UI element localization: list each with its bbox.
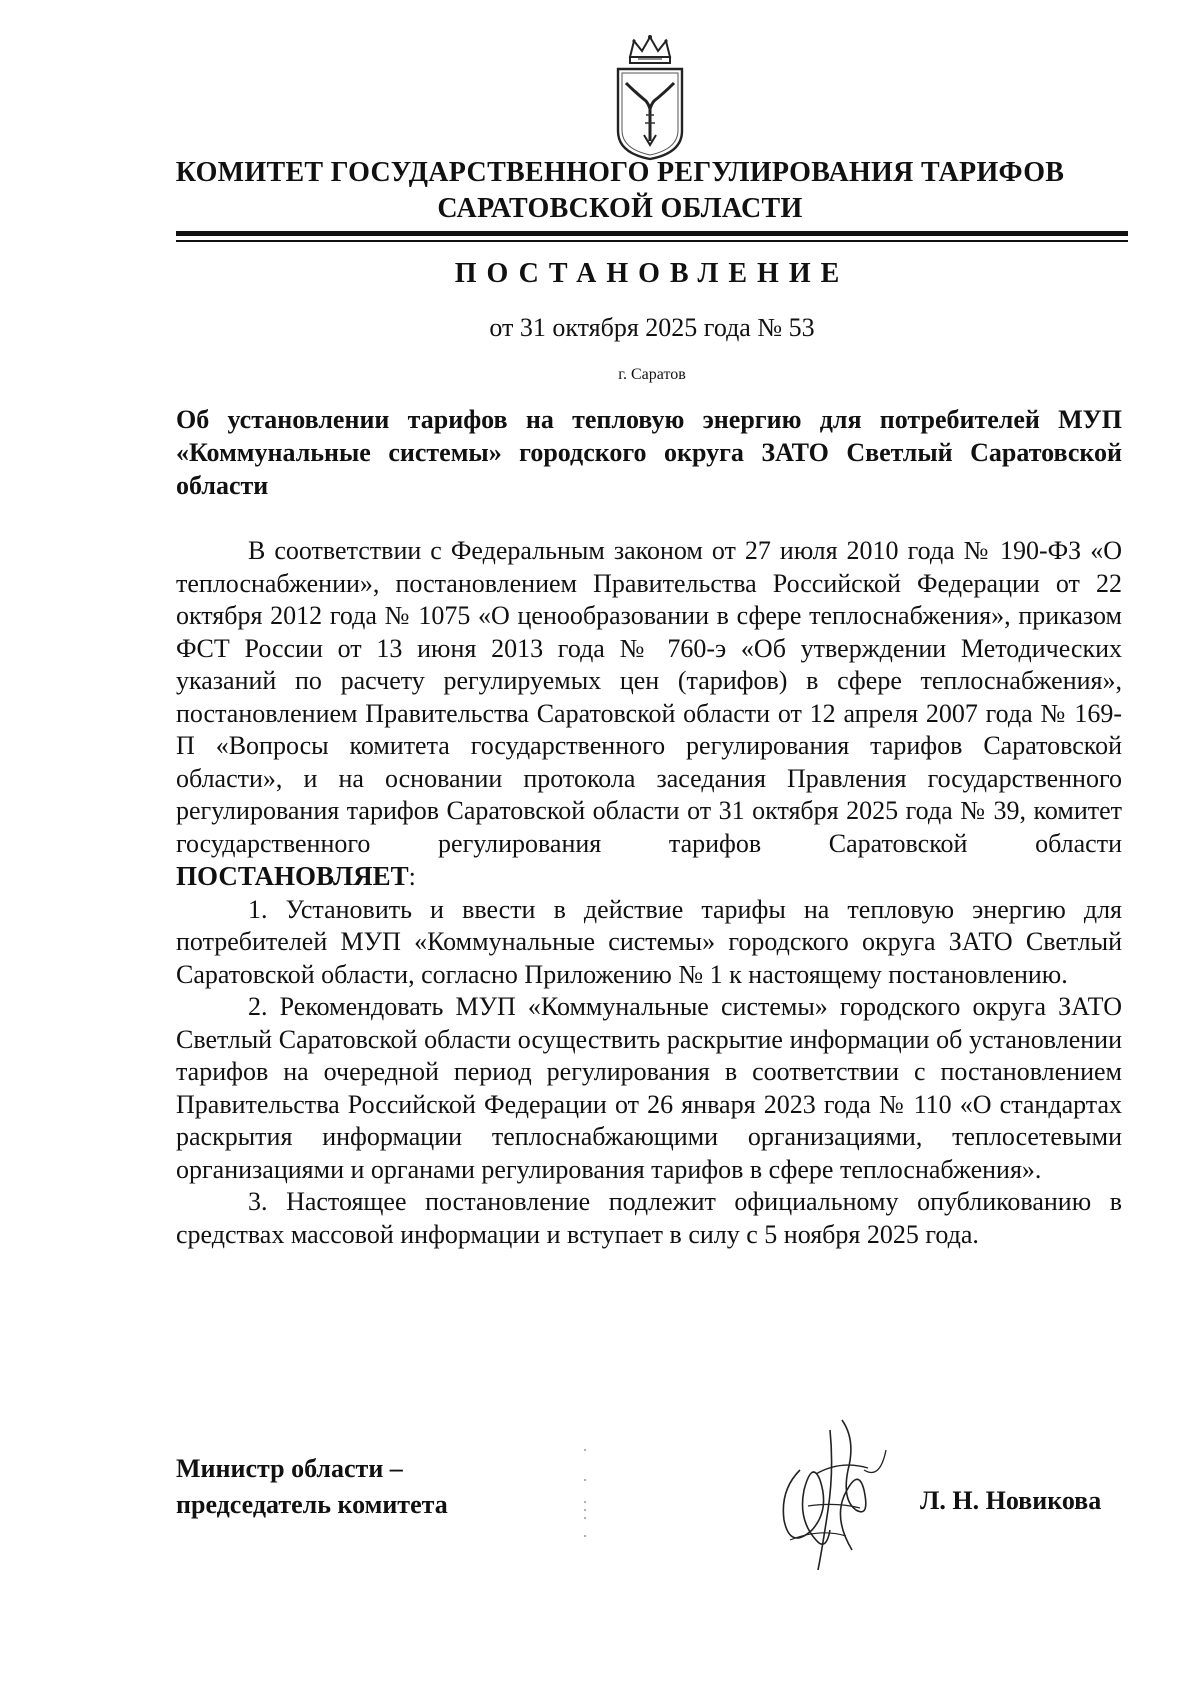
document-subject: Об установлении тарифов на тепловую энергию для потребителей МУП «Коммунальные системы» городского округа ЗАТО Светлый Саратовской области: [176, 405, 1122, 500]
document-date-number: от 31 октября 2025 года № 53: [489, 313, 815, 342]
preamble-text: В соответствии с Федеральным законом от 27 июля 2010 года № 190-ФЗ «О теплоснабжении», постановлением Правительства Российской Федерации от 22 октября 2012 года № 1075 «О ценообразовании в сфере теплоснабжения», приказом ФСТ России от 13 июня 2013 года № 760-э «Об утверждении Методических указаний по расчету регулируемых цен (тарифов) в сфере теплоснабжения», постановлением Правительства Саратовской области от 12 апреля 2007 года № 169-П «Вопросы комитета государственного регулирования тарифов Саратовской области», и на основании протокола заседания Правления государственного регулирования тарифов Саратовской области от 31 октября 2025 года № 39, комитет государственного регулирования тарифов Саратовской области: [176, 536, 1122, 858]
signatory-name: Л. Н. Новикова: [920, 1486, 1102, 1515]
signatory-position-line2: председатель комитета: [176, 1490, 448, 1519]
document-type: ПОСТАНОВЛЕНИЕ: [454, 258, 850, 289]
decree-word: ПОСТАНОВЛЯЕТ: [176, 861, 409, 891]
document-body: [176, 535, 1122, 1251]
scan-dots-decoration: [580, 1440, 590, 1550]
saratov-coat-of-arms-icon: [612, 35, 688, 161]
preamble-paragraph: [176, 535, 1122, 894]
decree-item: 3. Настоящее постановление подлежит официальному опубликованию в средствах массовой информации и вступает в силу с 5 ноября 2025 года.: [176, 1187, 1122, 1249]
header-divider-thick: [176, 231, 1128, 236]
committee-title: [170, 155, 1070, 227]
header-divider-thin: [176, 240, 1128, 242]
decree-item: 1. Установить и ввести в действие тарифы на тепловую энергию для потребителей МУП «Коммунальные системы» городского округа ЗАТО Светлый Саратовской области, согласно Приложению № 1 к настоящему постановлению.: [176, 894, 1122, 989]
handwritten-signature-icon: [760, 1410, 910, 1580]
signatory-position-line1: Министр области –: [176, 1454, 403, 1483]
committee-title-line1: КОМИТЕТ ГОСУДАРСТВЕННОГО РЕГУЛИРОВАНИЯ ТАРИФОВ: [175, 157, 1065, 188]
document-city: г. Саратов: [618, 366, 686, 383]
committee-title-line2: САРАТОВСКОЙ ОБЛАСТИ: [437, 193, 803, 224]
signatory-position: [176, 1451, 448, 1523]
decree-item: 2. Рекомендовать МУП «Коммунальные системы» городского округа ЗАТО Светлый Саратовской области осуществить раскрытие информации об установлении тарифов на очередной период регулирования в соответствии с постановлением Правительства Российской Федерации от 26 января 2023 года № 110 «О стандартах раскрытия информации теплоснабжающими организациями, теплосетевыми организациями и органами регулирования тарифов в сфере теплоснабжения».: [176, 992, 1122, 1184]
decree-colon: :: [408, 862, 416, 891]
